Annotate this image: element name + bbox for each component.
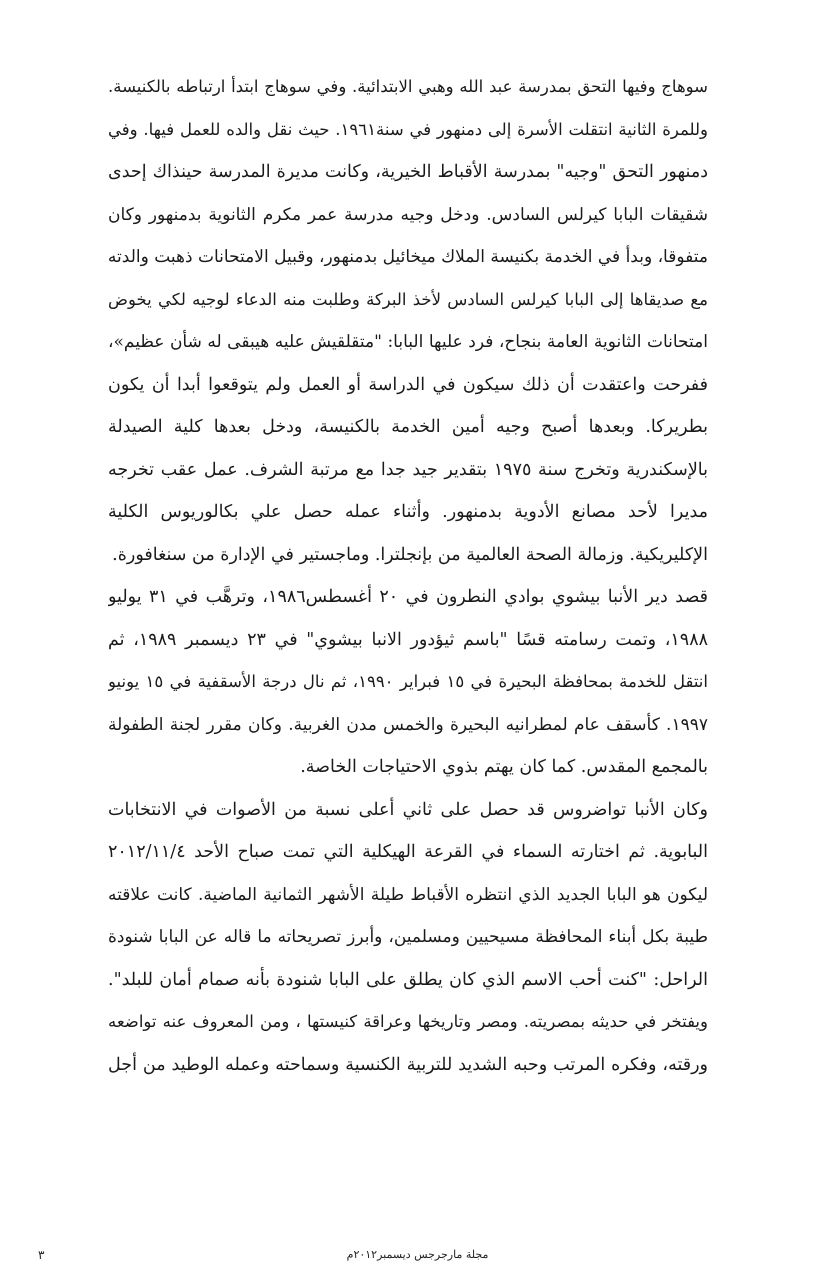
text-line: بالإسكندرية وتخرج سنة ١٩٧٥ بتقدير جيد جدا مع مرتبة الشرف. عمل عقب تخرجه xyxy=(108,459,708,480)
text-line: مع صديقاها إلى البابا كيرلس السادس لأخذ البركة وطلبت منه الدعاء لوجيه لكي يخوض xyxy=(108,289,708,309)
page-number: ٣ xyxy=(38,1248,45,1262)
text-line: سوهاج وفيها التحق بمدرسة عبد الله وهبي الابتدائية. وفي سوهاج ابتدأ ارتباطه بالكنيسة. xyxy=(108,77,708,96)
text-line: طيبة بكل أبناء المحافظة مسيحيين ومسلمين، وأبرز تصريحاته ما قاله عن البابا شنودة xyxy=(108,927,708,947)
text-line: ١٩٨٨، وتمت رسامته قسًا "باسم ثيؤدور الانبا بيشوي" في ٢٣ ديسمبر ١٩٨٩، ثم xyxy=(108,629,708,650)
text-line: امتحانات الثانوية العامة بنجاح، فرد عليها البابا: "متقلقيش عليه هيبقى له شأن عظيم»، xyxy=(108,332,708,352)
text-line: البابوية. ثم اختارته السماء في القرعة الهيكلية التي تمت صباح الأحد ٢٠١٢/١١/٤ xyxy=(108,842,708,862)
text-line: شقيقات البابا كيرلس السادس. ودخل وجيه مدرسة عمر مكرم الثانوية بدمنهور وكان xyxy=(108,204,708,225)
page-footer xyxy=(0,1244,835,1268)
text-line: الإكليريكية. وزمالة الصحة العالمية من بإنجلترا. وماجستير في الإدارة من سنغافورة. xyxy=(112,544,708,565)
text-line: بطريركا. وبعدها أصبح وجيه أمين الخدمة بالكنيسة، ودخل بعدها كلية الصيدلة xyxy=(108,417,708,437)
text-line: قصد دير الأنبا بيشوي بوادي النطرون في ٢٠ أغسطس١٩٨٦، وترهَّب في ٣١ يوليو xyxy=(108,587,708,607)
text-line: الراحل: "كنت أحب الاسم الذي كان يطلق على البابا شنودة بأنه صمام أمان للبلد". xyxy=(108,969,708,990)
text-line: انتقل للخدمة بمحافظة البحيرة في ١٥ فبراير ١٩٩٠، ثم نال درجة الأسقفية في ١٥ يونيو xyxy=(108,672,708,691)
text-line: ويفتخر في حديثه بمصريته. ومصر وتاريخها وعراقة كنيستها ، ومن المعروف عنه تواضعه xyxy=(108,1012,708,1031)
text-line: بالمجمع المقدس. كما كان يهتم بذوي الاحتياجات الخاصة. xyxy=(300,757,708,777)
text-line: متفوقا، وبدأ في الخدمة بكنيسة الملاك ميخائيل بدمنهور، وقبيل الامتحانات ذهبت والدته xyxy=(108,247,708,267)
text-line: مديرا لأحد مصانع الأدوية بدمنهور. وأثناء عمله حصل علي بكالوريوس الكلية xyxy=(108,502,708,522)
footer-magazine-title: مجلة مارجرجس ديسمبر٢٠١٢م xyxy=(346,1248,489,1261)
text-line: دمنهور التحق "وجيه" بمدرسة الأقباط الخيرية، وكانت مديرة المدرسة حينذاك إحدى xyxy=(108,162,708,182)
text-line: وكان الأنبا تواضروس قد حصل على ثاني أعلى نسبة من الأصوات في الانتخابات xyxy=(108,799,708,820)
text-line: ورقته، وفكره المرتب وحبه الشديد للتربية الكنسية وسماحته وعمله الوطيد من أجل xyxy=(108,1054,708,1075)
text-line: وللمرة الثانية انتقلت الأسرة إلى دمنهور في سنة١٩٦١. حيث نقل والده للعمل فيها. وفي xyxy=(108,119,708,139)
text-line: ١٩٩٧. كأسقف عام لمطرانيه البحيرة والخمس مدن الغربية. وكان مقرر لجنة الطفولة xyxy=(108,714,708,735)
text-line: ليكون هو البابا الجديد الذي انتظره الأقباط طيلة الأشهر الثمانية الماضية. كانت علاقته xyxy=(108,884,708,905)
text-line: ففرحت واعتقدت أن ذلك سيكون في الدراسة أو العمل ولم يتوقعوا أبدا أن يكون xyxy=(108,374,708,395)
article-body xyxy=(108,66,708,1086)
